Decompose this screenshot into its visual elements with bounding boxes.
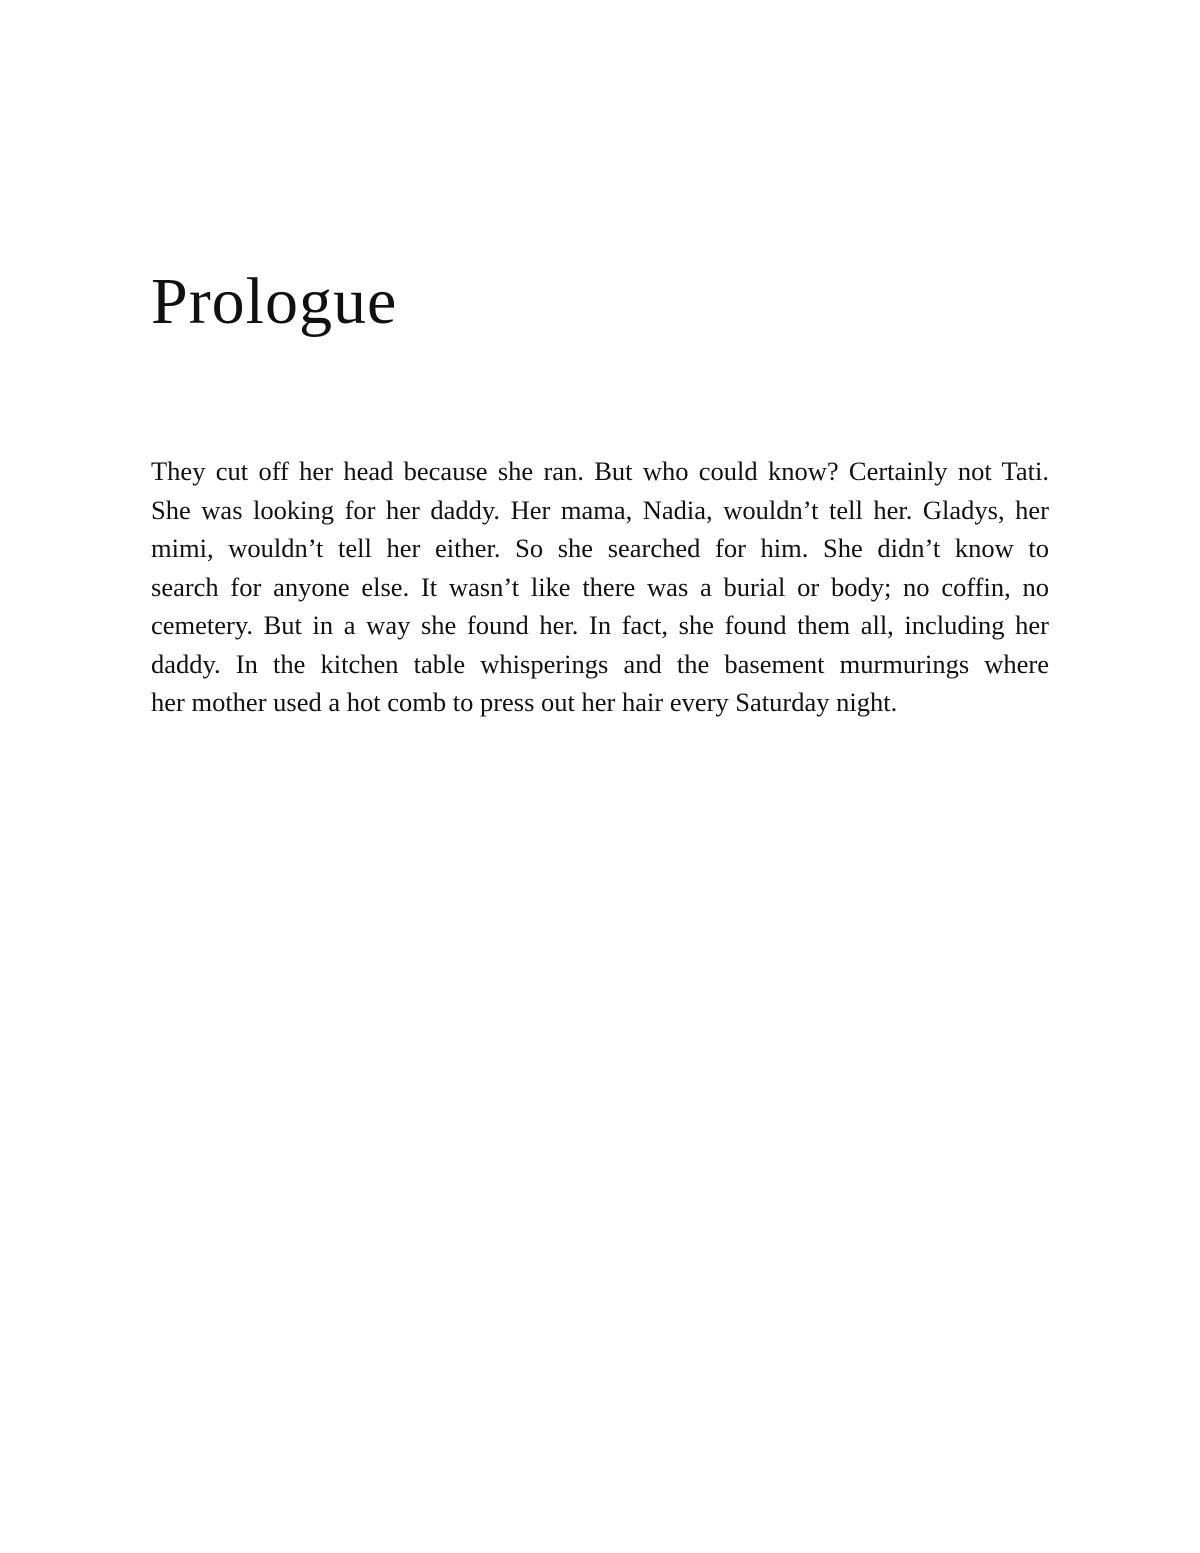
paragraph-line: her mother used a hot comb to press out her hair every Saturday night. bbox=[151, 687, 898, 717]
paragraph-line: daddy. In the kitchen table whisperings and the basement murmurings where bbox=[151, 648, 1049, 679]
paragraph-line: They cut off her head because she ran. But who could know? Certainly not Tati. bbox=[151, 456, 1049, 486]
prologue-paragraph bbox=[151, 452, 1049, 722]
chapter-title: Prologue bbox=[151, 265, 398, 338]
paragraph-line: mimi, wouldn’t tell her either. So she searched for him. She didn’t know to bbox=[151, 533, 1049, 563]
paragraph-line: cemetery. But in a way she found her. In fact, she found them all, including her bbox=[151, 610, 1049, 640]
paragraph-line: search for anyone else. It wasn’t like there was a burial or body; no coffin, no bbox=[151, 571, 1049, 602]
paragraph-line: She was looking for her daddy. Her mama, Nadia, wouldn’t tell her. Gladys, her bbox=[151, 494, 1049, 525]
